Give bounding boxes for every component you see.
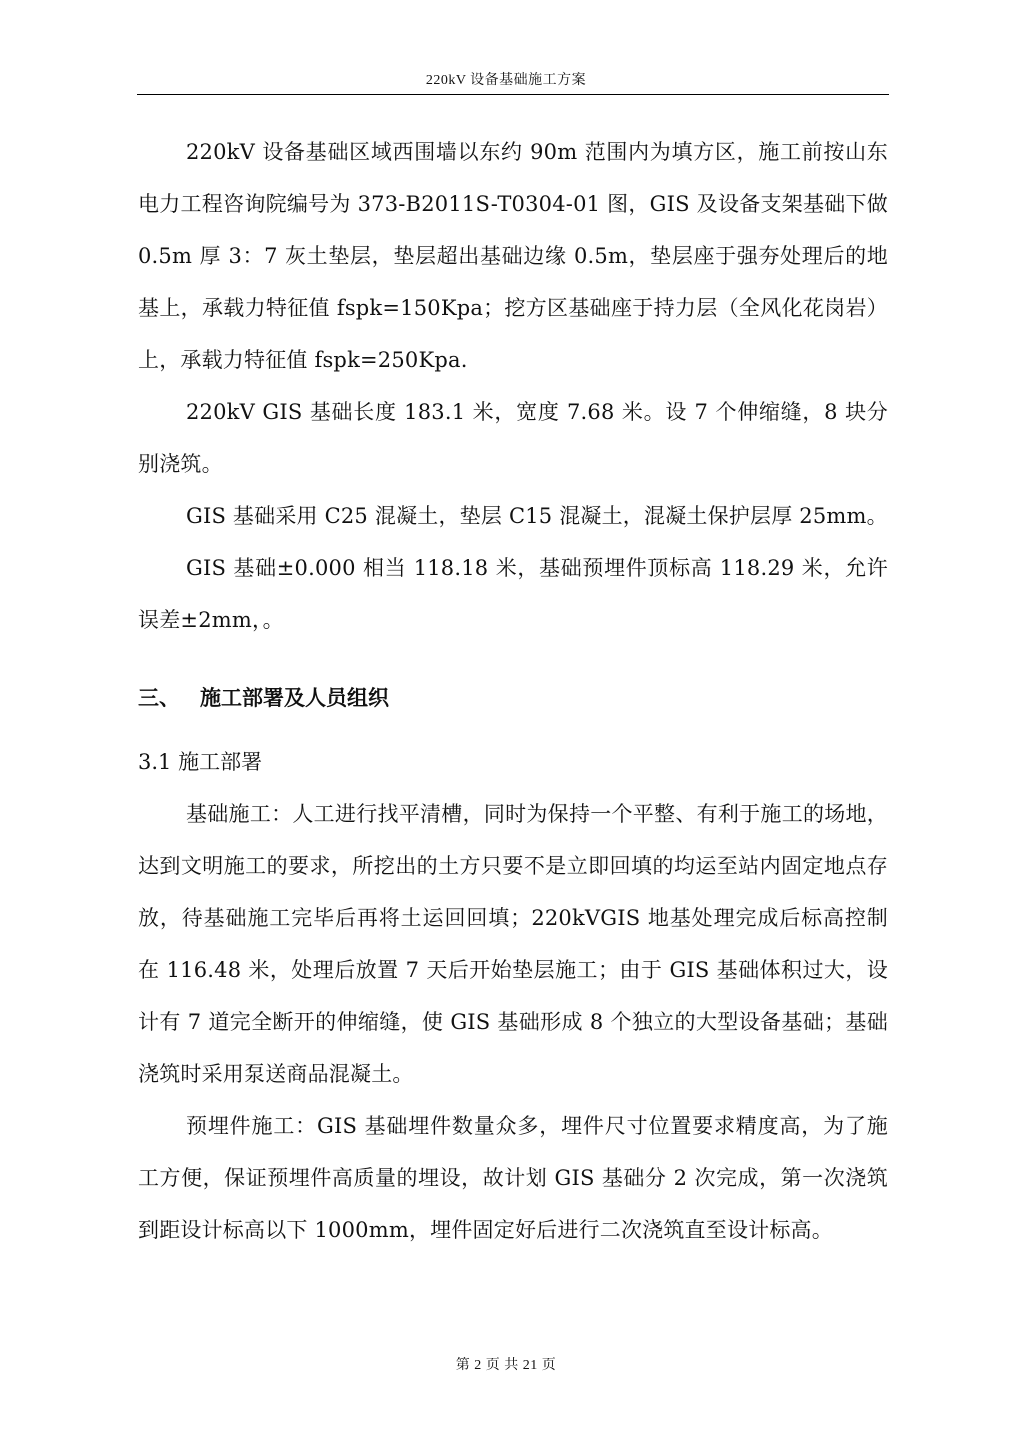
paragraph-gis-dimensions: 220kV GIS 基础长度 183.1 米，宽度 7.68 米。设 7 个伸缩缝，8 块分别浇筑。: [138, 400, 888, 476]
section-title: 施工部署及人员组织: [200, 686, 389, 710]
paragraph-elevation: GIS 基础±0.000 相当 118.18 米，基础预埋件顶标高 118.29 米，允许误差±2mm，。: [138, 556, 888, 632]
paragraph-foundation-construction: 基础施工：人工进行找平清槽，同时为保持一个平整、有利于施工的场地，达到文明施工的要求，所挖出的土方只要不是立即回填的均运至站内固定地点存放，待基础施工完毕后再将土运回回填；220kVGIS 地基处理完成后标高控制在 116.48 米，处理后放置 7 天后开始垫层施工；由于 GIS 基础体积过大，设计有 7 道完全断开的伸缩缝，使 GIS 基础形成 8 个独立的大型设备基础；基础浇筑时采用泵送商品混凝土。: [138, 802, 888, 1086]
paragraph-fill-area: 220kV 设备基础区域西围墙以东约 90m 范围内为填方区，施工前按山东电力工程咨询院编号为 373-B2011S-T0304-01 图，GIS 及设备支架基础下做 0.5m 厚 3：7 灰土垫层，垫层超出基础边缘 0.5m，垫层座于强夯处理后的地基上，承载力特征值 fspk=150Kpa；挖方区基础座于持力层（全风化花岗岩）上，承载力特征值 fspk=250Kpa.: [138, 140, 888, 372]
header-divider: [137, 94, 889, 95]
document-body: [138, 126, 888, 1256]
section-number: 三、: [138, 686, 180, 710]
running-header-title: 220kV 设备基础施工方案: [425, 73, 587, 88]
section-heading: [138, 672, 888, 724]
paragraph-concrete-grade: GIS 基础采用 C25 混凝土，垫层 C15 混凝土，混凝土保护层厚 25mm。: [186, 504, 888, 528]
paragraph-embedded-parts: 预埋件施工：GIS 基础埋件数量众多，埋件尺寸位置要求精度高，为了施工方便，保证预埋件高质量的埋设，故计划 GIS 基础分 2 次完成，第一次浇筑到距设计标高以下 1000mm，埋件固定好后进行二次浇筑直至设计标高。: [138, 1114, 888, 1242]
page-number-footer: 第 2 页 共 21 页: [455, 1358, 557, 1373]
subsection-heading: 3.1 施工部署: [138, 750, 263, 774]
